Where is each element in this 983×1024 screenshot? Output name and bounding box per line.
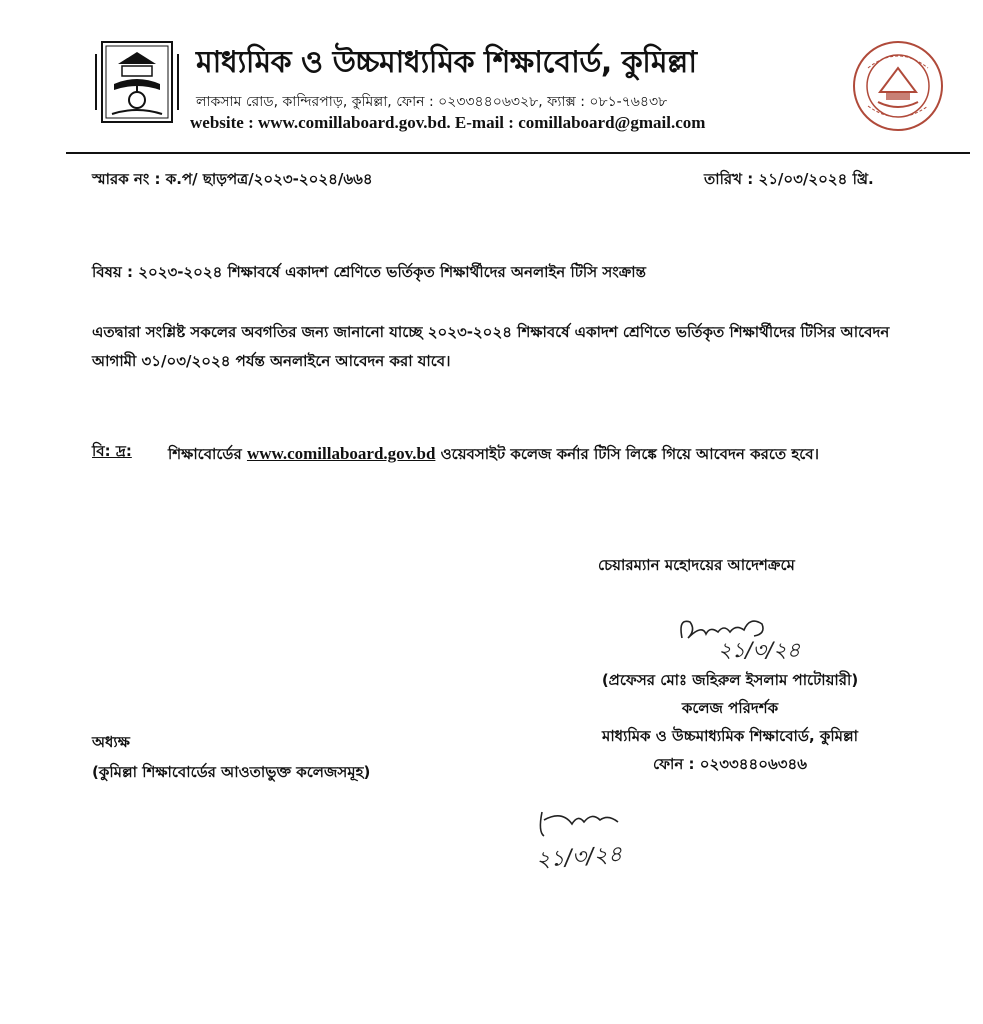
- board-website-link[interactable]: www.comillaboard.gov.bd: [246, 444, 436, 463]
- board-name: মাধ্যমিক ও উচ্চমাধ্যমিক শিক্ষাবোর্ড, কুমিল্লা: [196, 45, 697, 80]
- signatory-phone: ফোন : ০২৩৩৪৪০৬৩৪৬: [652, 755, 808, 773]
- note-text-before: শিক্ষাবোর্ডের: [168, 445, 242, 463]
- body-paragraph: এতদ্বারা সংশ্লিষ্ট সকলের অবগতির জন্য জানানো যাচ্ছে ২০২৩-২০২৪ শিক্ষাবর্ষে একাদশ শ্রেণিতে ভর্তিকৃত শিক্ষার্থীদের টিসির আবেদন আগামী ৩১/০৩/২০২৪ পর্যন্ত অনলাইনে আবেদন করা যাবে।: [92, 323, 890, 370]
- note-text-after: ওয়েবসাইট কলেজ কর্নার টিসি লিঙ্কে গিয়ে আবেদন করতে হবে।: [440, 445, 819, 463]
- recipient-scope: (কুমিল্লা শিক্ষাবোর্ডের আওতাভুক্ত কলেজসমূহ): [92, 763, 371, 781]
- order-line: চেয়ারম্যান মহোদয়ের আদেশক্রমে: [598, 556, 795, 574]
- address-line: লাকসাম রোড, কান্দিরপাড়, কুমিল্লা, ফোন : ০২৩৩৪৪০৬৩২৮, ফ্যাক্স : ০৮১-৭৬৪৩৮: [196, 94, 668, 110]
- memo-reference: স্মারক নং : ক.প/ ছাড়পত্র/২০২৩-২০২৪/৬৬৪: [92, 170, 373, 188]
- board-emblem-icon: [92, 40, 182, 126]
- handwritten-date: ২১/৩/২৪: [535, 842, 623, 873]
- note-text: [168, 440, 918, 468]
- signatory-designation: কলেজ পরিদর্শক: [681, 699, 779, 717]
- signatory-office: মাধ্যমিক ও উচ্চমাধ্যমিক শিক্ষাবোর্ড, কুমিল্লা: [601, 727, 858, 745]
- header-divider: [66, 152, 970, 154]
- signatory-name: (প্রফেসর মোঃ জহিরুল ইসলাম পাটোয়ারী): [601, 671, 859, 689]
- signatory-block: [540, 666, 920, 778]
- memo-date: তারিখ : ২১/০৩/২০২৪ খ্রি.: [704, 170, 874, 188]
- recipient-block: [92, 727, 370, 787]
- website-email-line: website : www.comillaboard.gov.bd. E-mail : comillaboard@gmail.com: [190, 113, 706, 132]
- subject-line: বিষয় : ২০২৩-২০২৪ শিক্ষাবর্ষে একাদশ শ্রেণিতে ভর্তিকৃত শিক্ষার্থীদের অনলাইন টিসি সংক্রান্ত: [92, 263, 646, 281]
- signature-date: ২১/৩/২৪: [718, 638, 801, 662]
- board-round-seal-icon: [850, 38, 946, 134]
- note-label: বি: দ্র:: [92, 442, 132, 460]
- recipient-title: অধ্যক্ষ: [92, 733, 130, 751]
